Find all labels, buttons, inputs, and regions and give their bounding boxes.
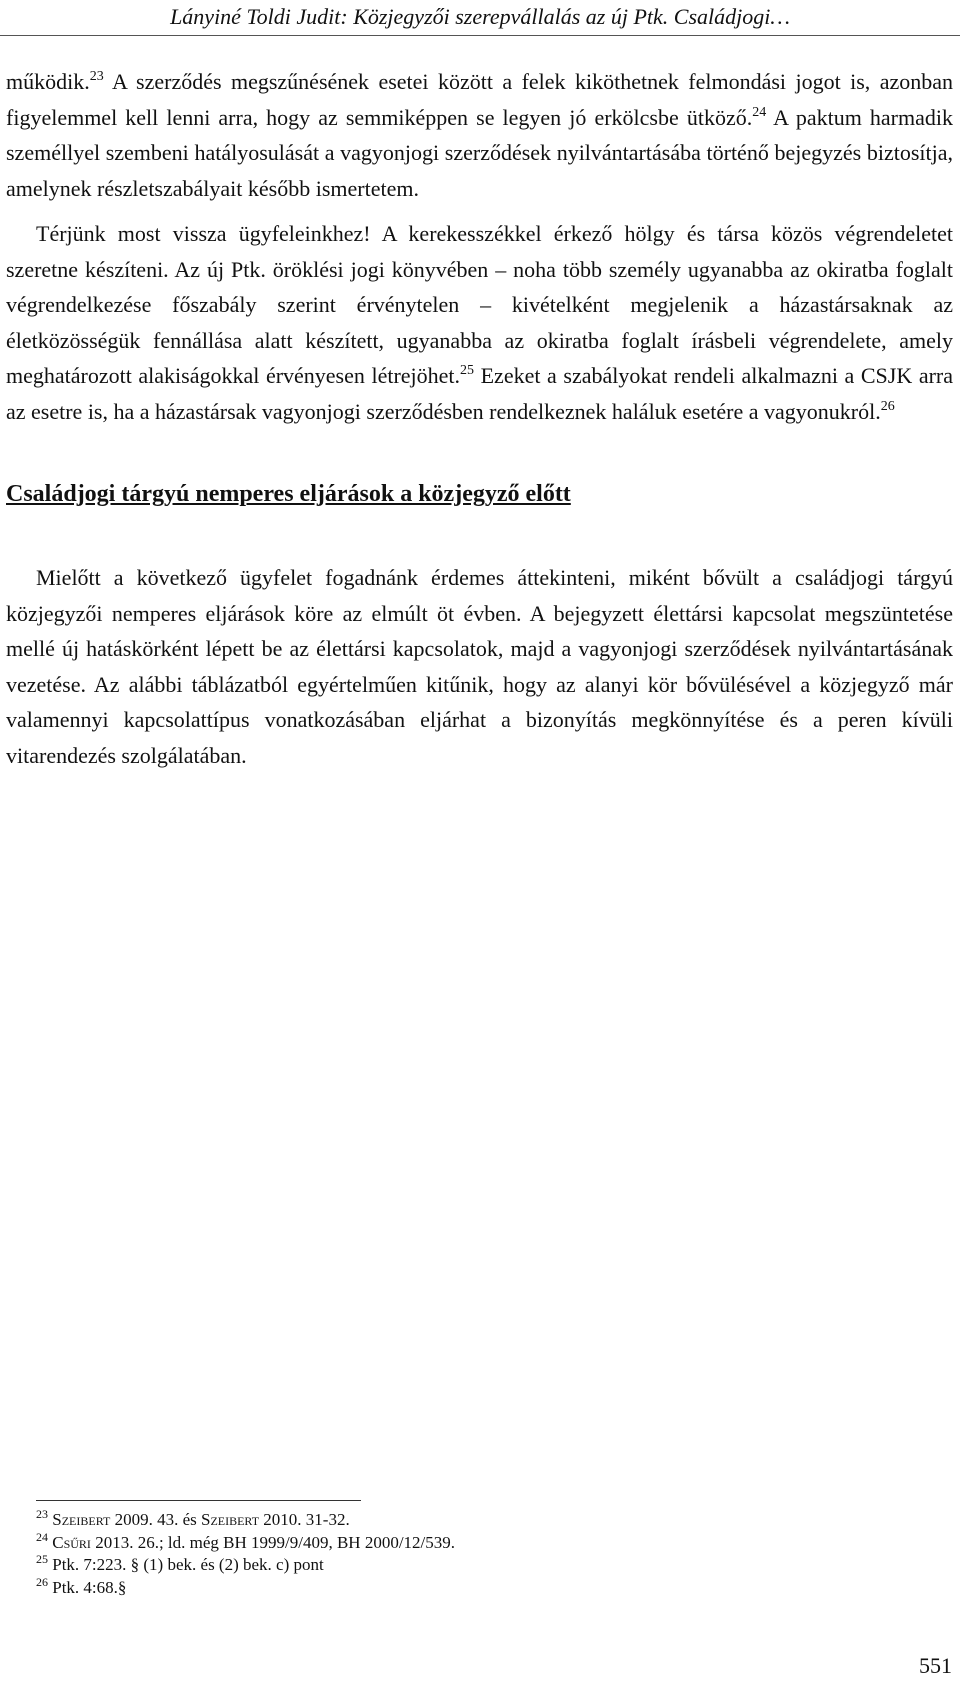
footnote-number: 26 <box>36 1574 48 1589</box>
footnote-text: 2013. 26.; ld. még BH 1999/9/409, BH 2000/12/539. <box>90 1532 456 1552</box>
footnote-author: Szeibert <box>200 1510 260 1529</box>
main-text <box>6 64 953 773</box>
footnote-26 <box>36 1574 936 1600</box>
footnote-25 <box>36 1554 936 1577</box>
footnote-number: 25 <box>36 1552 48 1566</box>
footnote-text: 2009. 43. és <box>110 1510 201 1529</box>
paragraph-1 <box>6 64 953 206</box>
page-number: 551 <box>919 1653 952 1678</box>
footnote-ref-26[interactable]: 26 <box>880 398 895 414</box>
footnote-ref-24[interactable]: 24 <box>752 104 767 120</box>
section-heading: Családjogi tárgyú nemperes eljárások a közjegyző előtt <box>6 481 571 507</box>
footnote-ref-25[interactable]: 25 <box>460 363 475 378</box>
running-title: Lányiné Toldi Judit: Közjegyzői szerepvállalás az új Ptk. Családjogi… <box>170 4 790 29</box>
paragraph-1-text-a: működik. <box>6 69 90 94</box>
footnote-number: 24 <box>36 1529 48 1544</box>
paragraph-1-text-b: A szerződés megszűnésének esetei között a felek kiköthetnek felmondási jogot is, azonban figyelemmel kell lenni arra, hogy az semmiképpen se legyen jó erkölcsbe ütköző. <box>6 69 953 130</box>
paragraph-2-text-b: Ezeket a szabályokat rendeli alkalmazni a CSJK arra az esetre is, ha a házastársak vagyonjogi szerződésben rendelkeznek haláluk esetére a vagyonukról. <box>6 363 953 424</box>
footnote-text: Ptk. 7:223. § (1) bek. és (2) bek. c) pont <box>52 1555 324 1574</box>
footnote-number: 23 <box>36 1507 48 1521</box>
footnote-text: 2010. 31-32. <box>259 1510 350 1529</box>
paragraph-3: Mielőtt a következő ügyfelet fogadnánk érdemes áttekinteni, miként bővült a családjogi tárgyú közjegyzői nemperes eljárások köre az elmúlt öt évben. A bejegyzett élettársi kapcsolat megszüntetése mellé új hatáskörként lépett be az élettársi kapcsolatok, majd a vagyonjogi szerződések nyilvántartásának vezetése. Az alábbi táblázatból egyértelműen kitűnik, hogy az alanyi kör bővülésével a közjegyző már valamennyi kapcsolattípus vonatkozásában eljárhat a bizonyítás megkönnyítése és a peren kívüli vitarendezés szolgálatában. <box>6 565 953 768</box>
header-divider <box>0 35 960 36</box>
footnote-divider <box>36 1500 361 1501</box>
paragraph-2-text-a: Térjünk most vissza ügyfeleinkhez! A kerekesszékkel érkező hölgy és társa közös végrendeletet szeretne készíteni. Az új Ptk. öröklési jogi könyvében – noha több személy ugyanabba az okiratba foglalt végrendelkezése főszabály szerint érvénytelen – kivételként megjelenik a házastársaknak az életközösségük fennállása alatt készített, ugyanabba az okiratba foglalt írásbeli végrendelete, amely meghatározott alakiságokkal érvényesen létrejöhet. <box>6 221 953 388</box>
footnote-24 <box>36 1529 936 1555</box>
footnote-ref-23[interactable]: 23 <box>89 69 104 84</box>
paragraph-1-text-c: A paktum harmadik személlyel szembeni hatályosulását a vagyonjogi szerződések nyilvántartásába történő bejegyzés biztosítja, amelynek részletszabályait később ismertetem. <box>6 104 953 201</box>
footnote-23 <box>36 1509 936 1532</box>
footnote-text: Ptk. 4:68.§ <box>52 1577 127 1597</box>
footnote-author: Csűri <box>52 1532 91 1552</box>
footnote-author: Szeibert <box>52 1510 111 1529</box>
footnotes <box>36 1500 936 1599</box>
paragraph-2 <box>6 216 953 429</box>
